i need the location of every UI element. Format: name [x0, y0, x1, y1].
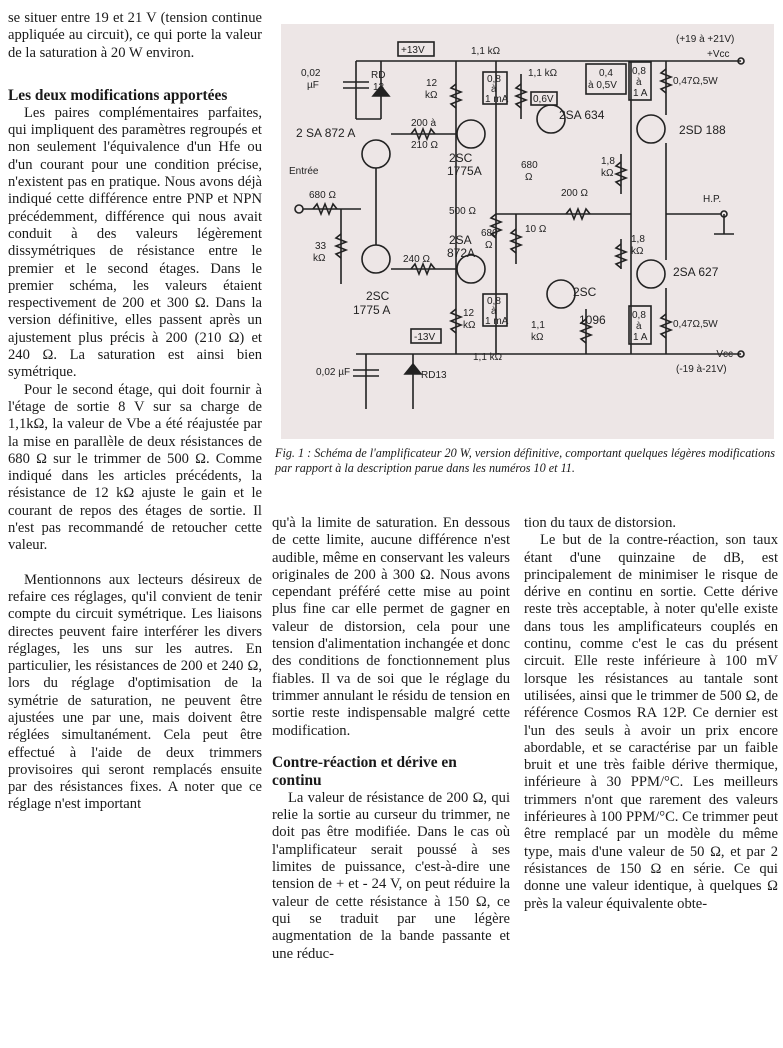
label-meter2-unit: 1 mA	[485, 316, 509, 327]
section-heading: Les deux modifications apportées	[8, 86, 228, 104]
paragraph: Mentionnons aux lecteurs désireux de refaire ces réglages, qu'il convient de tenir compte du circuit symétrique. Les liaisons directes peuvent faire interférer les divers réglages, les uns sur les autres. En particulier, les résistances de 200 et 240 Ω, lors du réglage d'optimisation de la symétrie de saturation, ne peuvent être ajustées une par une, mais doivent être réglées simultanément. Cela peut être effectué à l'aide de deux trimmers provisoires qui seront remplacés ensuite par des résistances fixes. A noter que ce réglage n'est important	[8, 571, 262, 813]
label-rd13: RD	[371, 70, 386, 81]
label-range-positive: (+19 à +21V)	[676, 34, 735, 45]
section-heading: Contre-réaction et dérive en continu	[272, 753, 457, 789]
label-meter3: 0,4	[599, 68, 613, 79]
label-2sa872a-mid: 2SA	[449, 233, 472, 247]
transistor-2sc1775a-bottom	[362, 245, 390, 273]
label-res-1k8-bottom: 1,8	[631, 234, 645, 245]
paragraph: La valeur de résistance de 200 Ω, qui relie la sortie au curseur du trimmer, ne doit pas être modifiée. Dans le cas où l'amplificateur serait poussé à ses limites de puissance, c'est-à-dire une tension de + et - 24 V, on peut réduire la valeur de cette résistance à 150 Ω, ce qui se traduit par une légère augmentation de la bande passante et une réduc-	[272, 789, 510, 962]
label-meter5: 0,8	[632, 310, 646, 321]
label-input: Entrée	[289, 166, 319, 177]
label-2sc1096-b: 1096	[579, 313, 606, 327]
label-vcc-negative: -Vcc	[713, 349, 733, 360]
label-res-210: 210 Ω	[411, 140, 438, 151]
label-res-680: 680	[521, 160, 538, 171]
label-res-680-unit: Ω	[525, 172, 533, 183]
label-res-1k8-top: 1,8	[601, 156, 615, 167]
label-res-680-2-unit: Ω	[485, 240, 493, 251]
paragraph: Pour le second étage, qui doit fournir à l'étage de sortie 8 V sur sa charge de 1,1kΩ, la valeur de Vbe a été réajustée par la mise en parallèle de deux résistances de 680 Ω sur le trimmer de 500 Ω. Comme indiqué dans les articles précédents, la résistance de 12 kΩ ajuste le gain et le courant de repos des étages de sortie. Il n'est pas recommandé de retoucher cette valeur.	[8, 381, 262, 554]
text-column-3	[524, 515, 778, 913]
label-res-047-bottom: 0,47Ω,5W	[673, 319, 718, 330]
label-res-1k1-right: 1,1	[531, 320, 545, 331]
label-res-12k-bottom-unit: kΩ	[463, 320, 476, 331]
label-meter1: 0,8	[487, 74, 501, 85]
label-meter1-unit: 1 mA	[485, 94, 509, 105]
amplifier-schematic	[281, 24, 774, 439]
label-res-1k1-bottom: 1,1 kΩ	[473, 352, 503, 363]
label-cap-top: 0,02	[301, 68, 321, 79]
label-res-047-top: 0,47Ω,5W	[673, 76, 718, 87]
label-res-1k8-bottom-unit: kΩ	[631, 246, 644, 257]
label-range-negative: (-19 à-21V)	[676, 364, 727, 375]
paragraph: se situer entre 19 et 21 V (tension continue appliquée au circuit), ce qui porte la valeur de la saturation à 20 W environ.	[8, 10, 262, 61]
label-2sa627: 2SA 627	[673, 265, 719, 279]
label-res-12k-top-unit: kΩ	[425, 90, 438, 101]
label-meter4: 0,8	[632, 66, 646, 77]
label-minus13v: -13V	[414, 332, 436, 343]
paragraph: tion du taux de distorsion.	[524, 515, 677, 531]
label-cap-top-unit: µF	[307, 80, 319, 91]
label-res-1k1-top2: 1,1 kΩ	[528, 68, 558, 79]
label-meter2-a: à	[491, 306, 497, 317]
label-rd013: RD13	[421, 370, 447, 381]
label-2sa634: 2SA 634	[559, 108, 605, 122]
label-2sc1775a-top-b: 1775A	[447, 164, 482, 178]
label-meter3-unit: à 0,5V	[588, 80, 617, 91]
label-rd13-num: 13	[373, 82, 385, 93]
paragraph: qu'à la limite de saturation. En dessous de cette limite, aucune différence n'est audible, même en conservant les valeurs originales de 200 à 300 Ω. Nous avons cependant préféré cette mise au point plus fine car elle permet de gagner en valeur de distorsion, cela pour une tension d'alimentation inchangée et donc des conditions de fonctionnement plus fiables. Il va de soi que le réglage du trimmer annulant le résidu de tension en sortie reste indispensable malgré cette modification.	[272, 515, 510, 739]
label-res-200-210: 200 à	[411, 118, 437, 129]
schematic-figure	[281, 24, 774, 439]
label-06v: 0,6V	[533, 94, 554, 105]
label-2sd188: 2SD 188	[679, 123, 726, 137]
label-2sc1775a-bottom-b: 1775 A	[353, 303, 391, 317]
label-vcc-positive: +Vcc	[707, 49, 730, 60]
transistor-2sd188	[637, 115, 665, 143]
transistor-2sc1096	[547, 280, 575, 308]
label-res-240: 240 Ω	[403, 254, 430, 265]
label-res-10: 10 Ω	[525, 224, 547, 235]
label-res-1k1-top: 1,1 kΩ	[471, 46, 501, 57]
label-res-1k1-right-unit: kΩ	[531, 332, 544, 343]
label-speaker: H.P.	[703, 194, 722, 205]
transistor-2sc1775a-top	[457, 120, 485, 148]
label-res-12k-bottom: 12	[463, 308, 475, 319]
label-2sa872a-mid-b: 872A	[447, 246, 476, 260]
transistor-2sa627	[637, 260, 665, 288]
label-cap-bottom: 0,02 µF	[316, 367, 351, 378]
label-2sc1096: 2SC	[573, 285, 597, 299]
label-meter4-a: à	[636, 77, 642, 88]
label-res-680-2: 680	[481, 228, 498, 239]
figure-caption: Fig. 1 : Schéma de l'amplificateur 20 W, version définitive, comportant quelques légères modifications par rapport à la description parue dans les numéros 10 et 11.	[275, 446, 775, 475]
paragraph: Le but de la contre-réaction, son taux étant d'une quinzaine de dB, est principalement de minimiser le risque de dérive en continu en sortie. Cette dérive reste très acceptable, à noter qu'elle existe dans tous les amplificateurs couplés en continu, comme c'est le cas du présent circuit. Elle reste inférieure à 100 mV lorsque les résistances au tantale sont utilisées, ainsi que le trimmer de 500 Ω, de référence Cosmos RA 12P. Ce dernier est l'un des seuls à avoir un prix encore abordable, et se caractérise par un faible bruit et une très faible dérive thermique, inférieure à 30 PPM/°C. Les meilleurs trimmers n'ont que rarement des valeurs inférieures à 100 PPM/°C. Ce trimmer peut être remplacé par un modèle du même type, mais d'une valeur de 50 Ω, et par 2 résistances de 150 Ω en série. Ce qui donne une valeur identique, à quelques Ω près la valeur équivalente obte-	[524, 532, 778, 912]
label-res-33k: 33	[315, 241, 327, 252]
label-2sc1775a-top: 2SC	[449, 151, 473, 165]
label-res-1k8-top-unit: kΩ	[601, 168, 614, 179]
label-meter4-unit: 1 A	[633, 88, 648, 99]
label-meter2: 0,8	[487, 296, 501, 307]
label-res-33k-unit: kΩ	[313, 253, 326, 264]
label-meter5-unit: 1 A	[633, 332, 648, 343]
label-res-12k-top: 12	[426, 78, 438, 89]
label-2sc1775a-bottom: 2SC	[366, 289, 390, 303]
paragraph: Les paires complémentaires parfaites, qui impliquent des paramètres regroupés et non seulement l'équivalence d'un Hfe ou d'un courant pour une condition précise, n'existent pas en pratique. Nous avons déjà indiqué cette différence entre PNP et NPN précédemment, différence qui nous avait conduit à des valeurs légèrement dissymétriques de résistance entre le premier et le second étages. Dans le premier schéma, les valeurs étaient respectivement de 200 et 300 Ω. Dans la version définitive, elles passent après un ajustement plus précis à 200 (210 Ω) et 240 Ω. La saturation est ainsi bien symétrique.	[8, 104, 262, 381]
text-column-1	[8, 10, 262, 814]
label-res-200: 200 Ω	[561, 188, 588, 199]
label-trimmer-500: 500 Ω	[449, 206, 476, 217]
label-2sa872a-top: 2 SA 872 A	[296, 126, 356, 140]
label-plus13v: +13V	[401, 45, 425, 56]
label-meter1-a: à	[491, 84, 497, 95]
transistor-2sa872a-top	[362, 140, 390, 168]
text-column-2	[272, 515, 510, 963]
label-res-680-input: 680 Ω	[309, 190, 336, 201]
label-meter5-a: à	[636, 321, 642, 332]
